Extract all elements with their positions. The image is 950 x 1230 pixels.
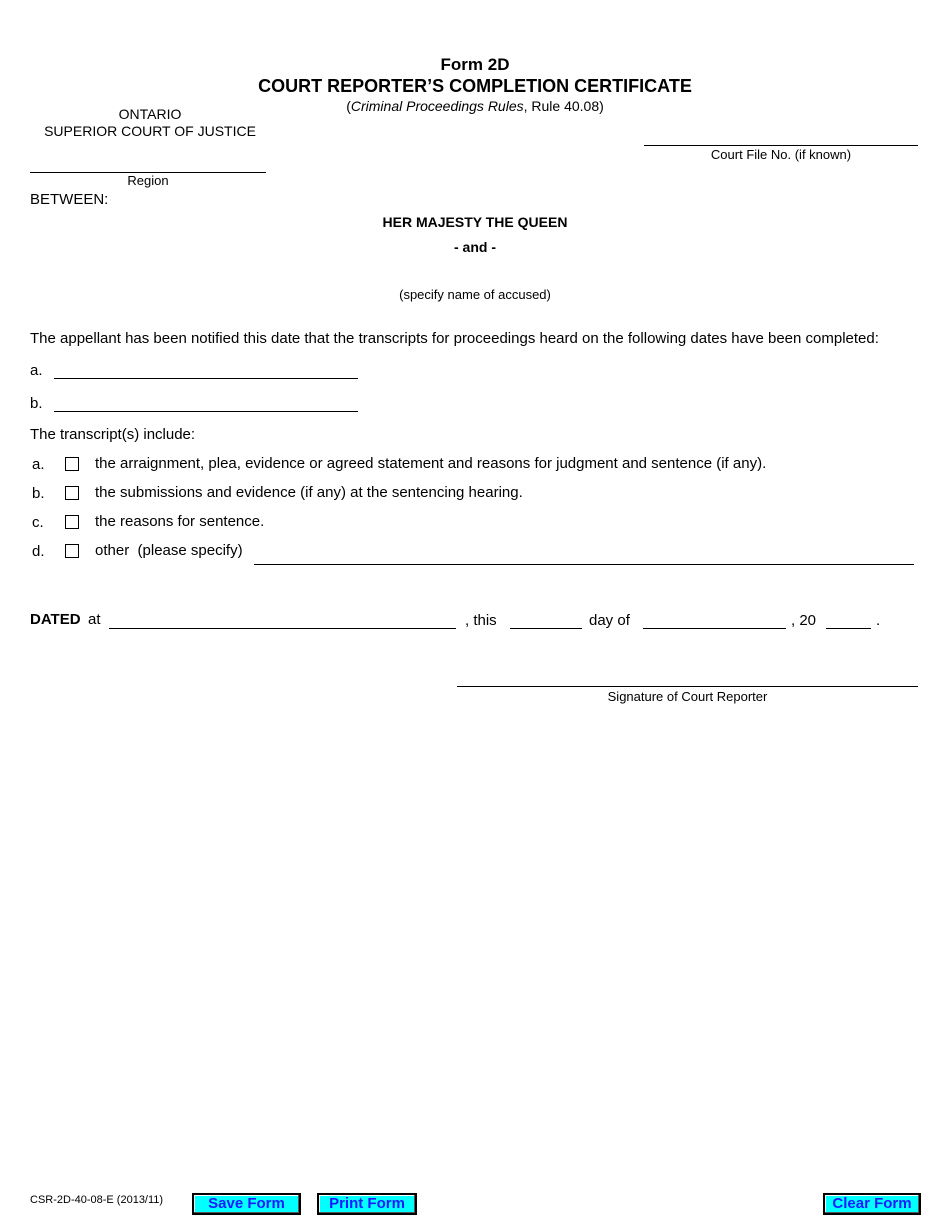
item-c-letter: c. (32, 514, 44, 531)
crown-party: HER MAJESTY THE QUEEN (382, 214, 568, 230)
item-b-letter: b. (32, 485, 45, 502)
between-label: BETWEEN: (30, 191, 109, 208)
date-b-field[interactable] (54, 411, 358, 412)
region-label: Region (127, 173, 169, 188)
dated-year-field[interactable] (826, 628, 871, 629)
date-a-field[interactable] (54, 378, 358, 379)
form-number: Form 2D (440, 55, 510, 74)
rule-name: Criminal Proceedings Rules (350, 98, 524, 114)
clear-form-button[interactable]: Clear Form (823, 1193, 921, 1215)
item-c-text: the reasons for sentence. (95, 513, 265, 530)
signature-line[interactable] (457, 686, 918, 687)
court-name: SUPERIOR COURT OF JUSTICE (44, 123, 256, 139)
item-d-text: other (please specify) (95, 542, 243, 559)
form-title: COURT REPORTER’S COMPLETION CERTIFICATE (258, 76, 692, 96)
save-form-button[interactable]: Save Form (192, 1193, 301, 1215)
court-file-number-label: Court File No. (if known) (710, 147, 852, 162)
dated-day-field[interactable] (510, 628, 582, 629)
dated-period: . (876, 612, 881, 629)
dated-this-label: , this (465, 612, 497, 629)
item-d-letter: d. (32, 543, 45, 560)
accused-name-field[interactable] (360, 264, 590, 282)
item-a-letter: a. (32, 456, 45, 473)
form-code: CSR-2D-40-08-E (2013/11) (30, 1194, 164, 1206)
accused-label: (specify name of accused) (399, 287, 551, 302)
dated-label: DATED (30, 611, 81, 628)
item-a-text: the arraignment, plea, evidence or agreed statement and reasons for judgment and sentence (if any). (95, 455, 767, 472)
other-specify-field[interactable] (254, 564, 914, 565)
notice-text: The appellant has been notified this date that the transcripts for proceedings heard on the following dates have been completed: (30, 330, 879, 347)
item-b-checkbox[interactable] (65, 486, 79, 500)
item-c-checkbox[interactable] (65, 515, 79, 529)
date-a-label: a. (30, 362, 43, 379)
print-form-button[interactable]: Print Form (317, 1193, 417, 1215)
item-b-text: the submissions and evidence (if any) at the sentencing hearing. (95, 484, 523, 501)
rule-reference: (Criminal Proceedings Rules, Rule 40.08) (346, 98, 604, 114)
and-separator: - and - (454, 239, 496, 255)
item-a-checkbox[interactable] (65, 457, 79, 471)
signature-label: Signature of Court Reporter (607, 689, 768, 704)
transcripts-intro: The transcript(s) include: (30, 426, 196, 443)
court-province: ONTARIO (118, 106, 182, 122)
dated-year-prefix: , 20 (791, 612, 817, 629)
item-d-checkbox[interactable] (65, 544, 79, 558)
dated-at-label: at (88, 611, 101, 628)
dated-day-of-label: day of (589, 612, 630, 629)
dated-month-field[interactable] (643, 628, 786, 629)
date-b-label: b. (30, 395, 43, 412)
dated-place-field[interactable] (109, 628, 456, 629)
court-file-number-field[interactable] (644, 145, 918, 146)
